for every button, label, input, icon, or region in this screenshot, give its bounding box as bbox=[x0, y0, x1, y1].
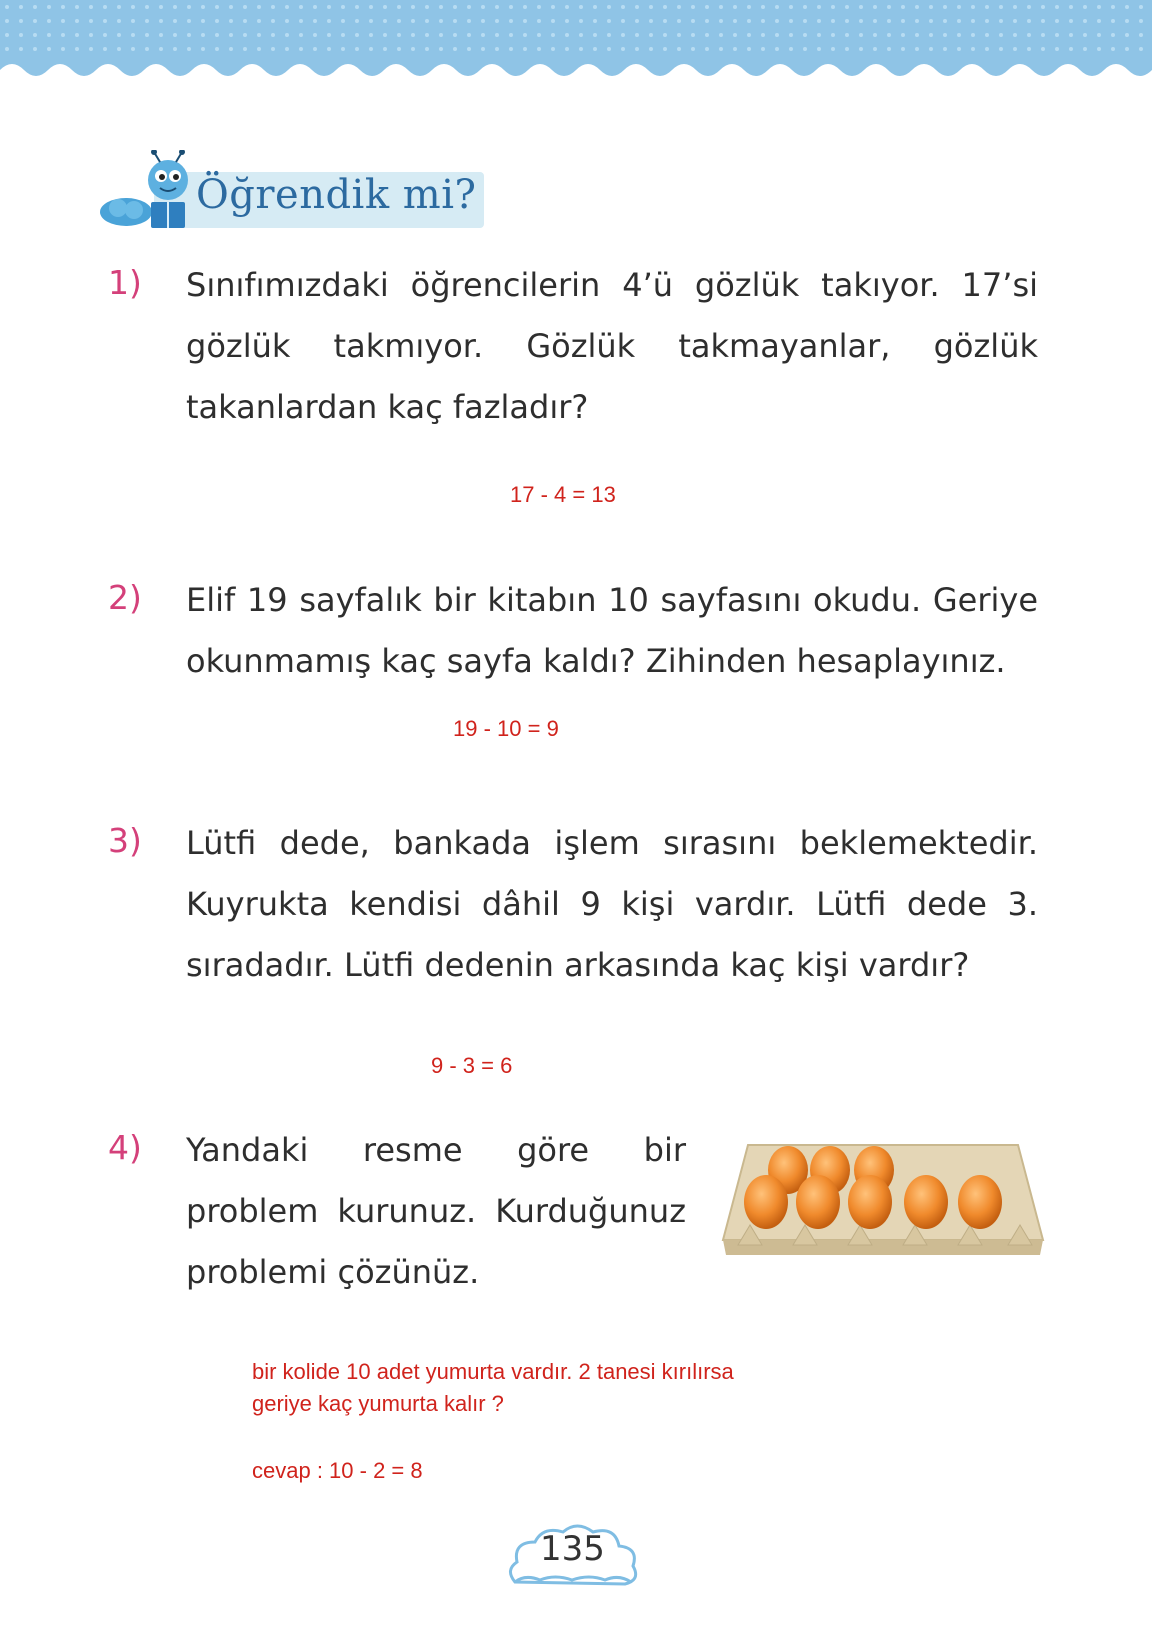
bookworm-mascot-icon bbox=[96, 150, 206, 240]
question-text: Elif 19 sayfalık bir kitabın 10 sayfasını okudu. Geriye okunmamış kaç sayfa kaldı? Zihinden hesaplayınız. bbox=[186, 581, 1038, 680]
answer-2: 19 - 10 = 9 bbox=[453, 716, 559, 741]
question-number: 2) bbox=[108, 578, 142, 617]
top-banner bbox=[0, 0, 1152, 95]
page-title: Öğrendik mi? bbox=[196, 172, 477, 218]
question-number: 3) bbox=[108, 821, 142, 860]
answer-4-line-1: bir kolide 10 adet yumurta vardır. 2 tanesi kırılırsa bbox=[252, 1359, 734, 1384]
answer-1: 17 - 4 = 13 bbox=[510, 482, 616, 507]
section-title bbox=[96, 150, 486, 240]
page-number: 135 bbox=[540, 1529, 605, 1569]
question-text: Sınıfımızdaki öğrencilerin 4’ü gözlük takıyor. 17’si gözlük takmıyor. Gözlük takmayanlar, gözlük takanlardan kaç fazladır? bbox=[186, 266, 1038, 426]
question-number: 1) bbox=[108, 263, 142, 302]
answer-4-line-2: geriye kaç yumurta kalır ? bbox=[252, 1391, 504, 1416]
question-number: 4) bbox=[108, 1128, 142, 1167]
answer-3: 9 - 3 = 6 bbox=[431, 1053, 513, 1078]
egg-carton-icon bbox=[718, 1130, 1048, 1270]
answer-4-line-3: cevap : 10 - 2 = 8 bbox=[252, 1458, 423, 1483]
question-text: Yandaki resme göre bir problem kurunuz. Kurduğunuz problemi çözünüz. bbox=[186, 1131, 686, 1291]
question-text: Lütfi dede, bankada işlem sırasını beklemektedir. Kuyrukta kendisi dâhil 9 kişi vardır. Lütfi dede 3. sıradadır. Lütfi dedenin arkasında kaç kişi vardır? bbox=[186, 824, 1038, 984]
